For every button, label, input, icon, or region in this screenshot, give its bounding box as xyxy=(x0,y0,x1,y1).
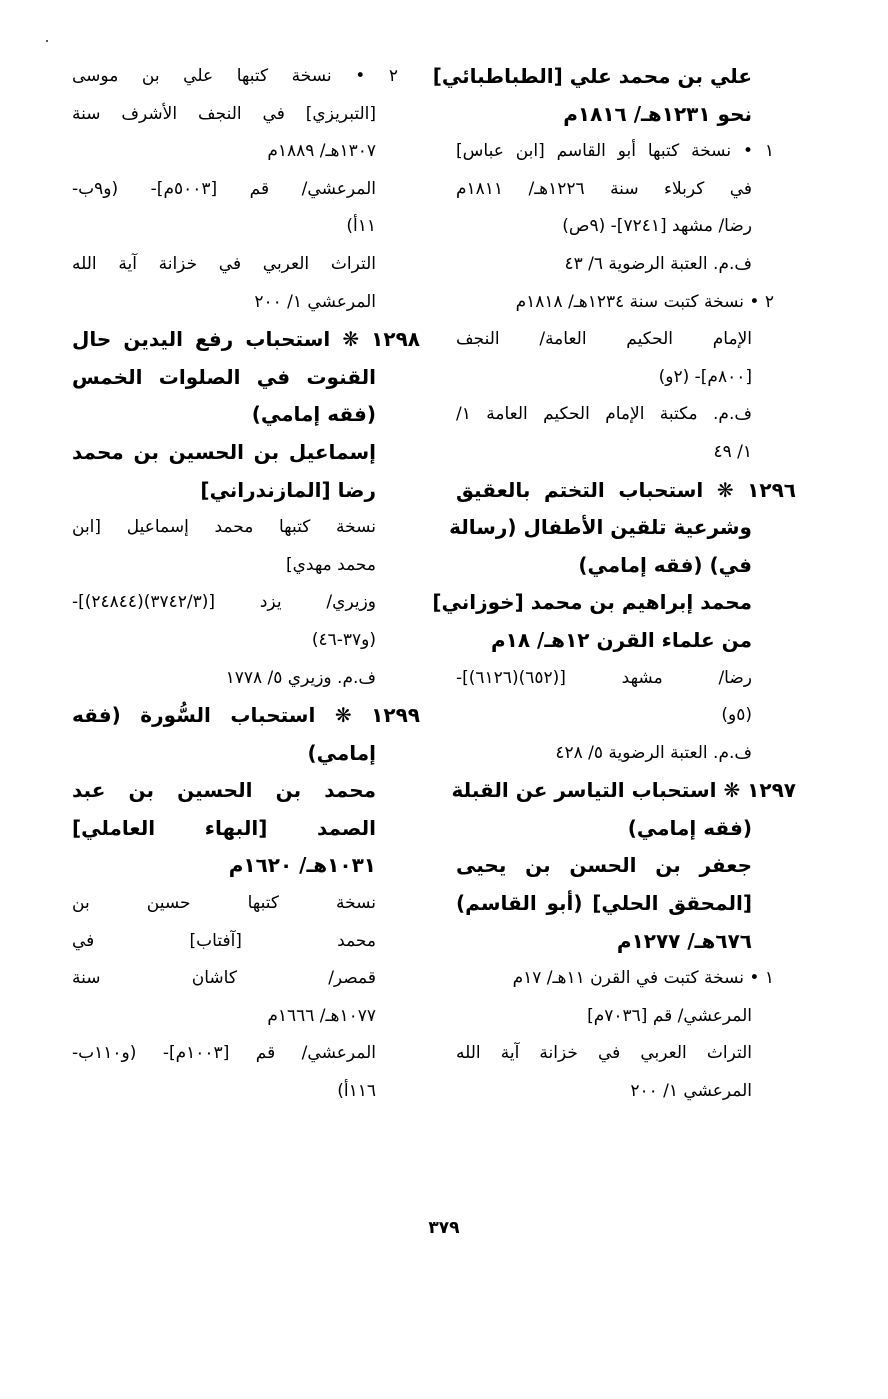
text-line: (و٣٧-٤٦) xyxy=(311,629,376,650)
text-line: ف.م. وزيري ٥/ ١٧٧٨ xyxy=(225,667,376,688)
heading-line: ١٢٩٦ ❋ استحباب التختم بالعقيق xyxy=(456,477,796,502)
text-line: رضا/ مشهد [٧٢٤١]- (٩ص) xyxy=(562,216,752,237)
text-line: وزيري/ يزد [(٣٧٤٢/٣)(٢٤٨٤٤)]- xyxy=(72,592,376,613)
text-line: ف.م. مكتبة الإمام الحكيم العامة ١/ xyxy=(456,404,752,425)
heading-line: ١٢٩٨ ❋ استحباب رفع اليدين حال xyxy=(72,327,420,352)
heading-line: نحو ١٢٣١هـ/ ١٨١٦م xyxy=(563,101,752,126)
text-line: [التبريزي] في النجف الأشرف سنة xyxy=(72,103,376,124)
text-line: المرعشي/ قم [١٠٠٣م]- (و١١٠ب- xyxy=(72,1043,376,1064)
text-line: ١١أ) xyxy=(346,216,376,237)
text-line: قمصر/ كاشان سنة xyxy=(72,968,376,989)
heading-line: في) (فقه إمامي) xyxy=(578,552,752,577)
heading-line: ٦٧٦هـ/ ١٢٧٧م xyxy=(616,928,752,953)
text-line: المرعشي ١/ ٢٠٠ xyxy=(254,291,376,312)
heading-line: محمد إبراهيم بن محمد [خوزاني] xyxy=(432,590,752,615)
left-column xyxy=(72,58,420,1111)
text-line: نسخة كتبها حسين بن xyxy=(72,893,376,914)
text-line: ١ • نسخة كتبها أبو القاسم [ابن عباس] xyxy=(456,141,774,162)
heading-line: (فقه إمامي) xyxy=(251,402,376,427)
heading-line: وشرعية تلقين الأطفال (رسالة xyxy=(449,515,752,540)
heading-line: من علماء القرن ١٢هـ/ ١٨م xyxy=(490,627,752,652)
text-line: نسخة كتبها محمد إسماعيل [ابن xyxy=(72,517,376,538)
text-line: التراث العربي في خزانة آية الله xyxy=(456,1043,752,1064)
text-line: رضا/ مشهد [(٦٥٢)(٦١٢٦)]- xyxy=(456,667,752,688)
heading-line: ١٢٩٩ ❋ استحباب السُّورة (فقه xyxy=(72,703,420,728)
heading-line: ١٠٣١هـ/ ١٦٢٠م xyxy=(228,853,376,878)
heading-line: ١٢٩٧ ❋ استحباب التياسر عن القبلة xyxy=(451,778,796,803)
page-number: ٣٧٩ xyxy=(428,1218,460,1238)
heading-line: جعفر بن الحسن بن يحيى xyxy=(456,853,752,878)
scan-speck xyxy=(46,40,48,42)
text-line: ١ • نسخة كتبت في القرن ١١هـ/ ١٧م xyxy=(512,968,774,989)
text-line: المرعشي ١/ ٢٠٠ xyxy=(630,1081,752,1102)
text-line: (٥و) xyxy=(721,705,752,726)
text-line: محمد [آفتاب] في xyxy=(72,930,376,951)
text-line: ف.م. العتبة الرضوية ٦/ ٤٣ xyxy=(564,253,752,274)
text-line: في كربلاء سنة ١٢٢٦هـ/ ١٨١١م xyxy=(456,178,752,199)
right-column xyxy=(432,58,796,1111)
heading-line: [المحقق الحلي] (أبو القاسم) xyxy=(456,891,752,916)
text-line: المرعشي/ قم [٥٠٠٣م]- (و٩ب- xyxy=(72,178,376,199)
text-line: [٨٠٠م]- (٢و) xyxy=(658,366,752,387)
text-line: ٢ • نسخة كتبت سنة ١٢٣٤هـ/ ١٨١٨م xyxy=(515,291,774,312)
text-line: التراث العربي في خزانة آية الله xyxy=(72,253,376,274)
heading-line: الصمد [البهاء العاملي] xyxy=(72,815,376,840)
text-line: المرعشي/ قم [٧٠٣٦م] xyxy=(587,1005,752,1026)
heading-line: محمد بن الحسين بن عبد xyxy=(72,778,376,803)
heading-line: إسماعيل بن الحسين بن محمد xyxy=(72,439,376,464)
text-line: ١٣٠٧هـ/ ١٨٨٩م xyxy=(267,141,376,162)
text-line: الإمام الحكيم العامة/ النجف xyxy=(456,329,752,350)
text-line: ٢ • نسخة كتبها علي بن موسى xyxy=(72,66,398,86)
heading-line: علي بن محمد علي [الطباطبائي] xyxy=(432,64,752,88)
text-line: ف.م. العتبة الرضوية ٥/ ٤٢٨ xyxy=(555,742,752,763)
text-line: ١١٦أ) xyxy=(337,1081,376,1102)
text-line: ١/ ٤٩ xyxy=(713,441,752,462)
heading-line: القنوت في الصلوات الخمس xyxy=(72,364,376,389)
heading-line: إمامي) xyxy=(307,740,376,765)
text-line: ١٠٧٧هـ/ ١٦٦٦م xyxy=(267,1005,376,1026)
heading-line: (فقه إمامي) xyxy=(627,815,752,840)
heading-line: رضا [المازندراني] xyxy=(200,477,376,502)
text-line: محمد مهدي] xyxy=(285,554,376,575)
